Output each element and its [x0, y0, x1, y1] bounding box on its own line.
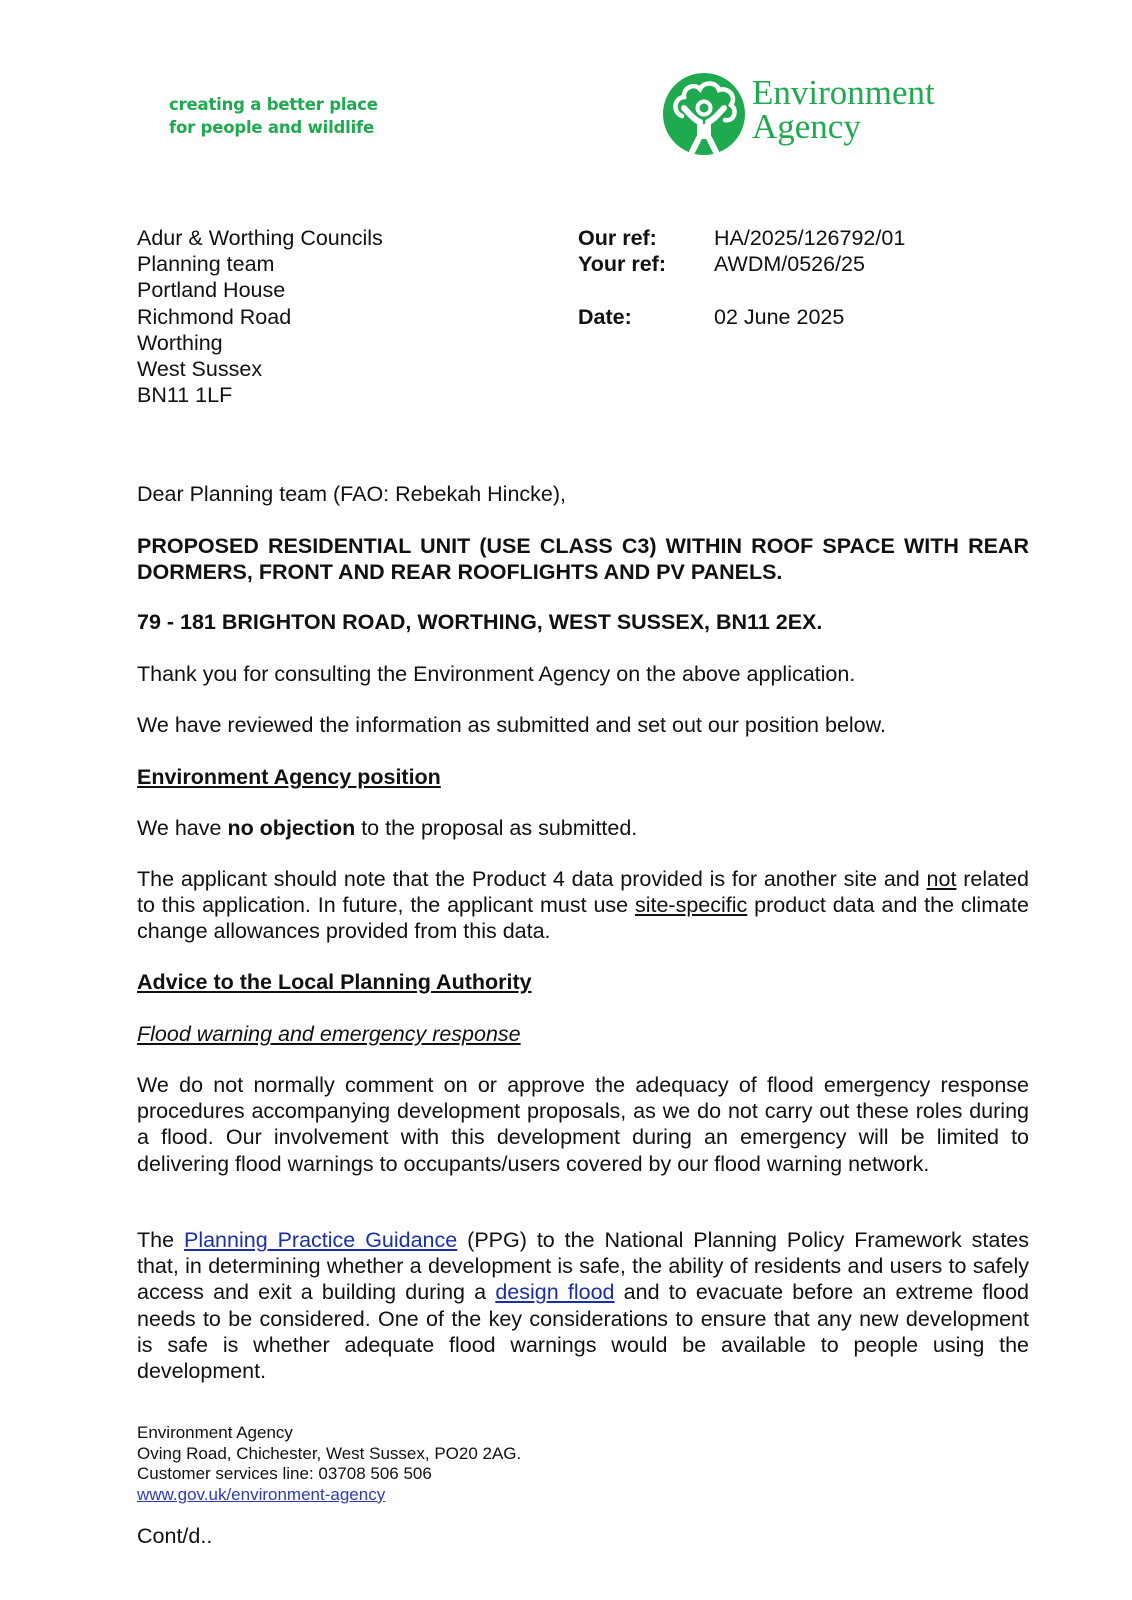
subject-heading: PROPOSED RESIDENTIAL UNIT (USE CLASS C3) WITHIN ROOF SPACE WITH REAR DORMERS, FRONT AND REAR ROOFLIGHTS AND PV PANELS. — [137, 534, 1029, 585]
footer — [137, 1423, 521, 1505]
flood-paragraph: We do not normally comment on or approve the adequacy of flood emergency response procedures accompanying development proposals, as we do not carry out these roles during a flood. Our involvement with this development during an emergency will be limited to delivering flood warnings to occupants/users covered by our flood warning network. — [137, 1073, 1029, 1176]
salutation: Dear Planning team (FAO: Rebekah Hincke), — [137, 482, 567, 506]
date-label: Date: — [578, 304, 632, 329]
footer-website-link[interactable]: www.gov.uk/environment-agency — [137, 1484, 386, 1504]
your-ref-value: AWDM/0526/25 — [714, 252, 865, 277]
ppg-pre: The — [137, 1228, 184, 1252]
ppg-paragraph — [137, 1227, 1029, 1384]
planning-practice-guidance-link[interactable]: Planning Practice Guidance — [183, 1228, 458, 1252]
tagline-line-2: for people and wildlife — [169, 118, 375, 137]
ppg-mid: (PPG) to the National Planning Policy Framework states that, in determining whether a development is safe, the ability of residents and users to safely access and exit a building during a — [137, 1228, 1029, 1305]
footer-address: Oving Road, Chichester, West Sussex, PO20 2AG. — [137, 1443, 522, 1463]
underlined-not: not — [926, 867, 957, 891]
no-objection-text: no objection — [227, 816, 356, 840]
address-line: BN11 1LF — [137, 383, 233, 408]
our-ref-row — [578, 225, 905, 251]
product-note-part3: product data and the climate change allowances provided from this data. — [137, 893, 1029, 944]
ppg-post: and to evacuate before an extreme flood needs to be considered. One of the key considerations to ensure that any new development is safe is whether adequate flood warnings would be available to people using the development. — [137, 1280, 1030, 1384]
continued-note: Cont/d.. — [137, 1524, 213, 1548]
recipient-address — [137, 225, 383, 408]
site-address: 79 - 181 BRIGHTON ROAD, WORTHING, WEST SUSSEX, BN11 2EX. — [137, 610, 823, 634]
footer-org: Environment Agency — [137, 1423, 293, 1442]
position-heading-text: Environment Agency position — [137, 765, 441, 789]
position-statement — [137, 815, 1029, 841]
our-ref-label: Our ref: — [578, 226, 657, 250]
reference-block — [578, 225, 905, 330]
advice-heading — [137, 969, 1029, 995]
underlined-site-specific: site-specific — [634, 893, 748, 918]
environment-agency-logo — [662, 72, 962, 158]
our-ref-value: HA/2025/126792/01 — [714, 226, 906, 250]
position-pre: We have — [137, 816, 228, 840]
flood-subheading-text: Flood warning and emergency response — [137, 1022, 521, 1046]
position-post: to the proposal as submitted. — [355, 816, 638, 840]
position-heading — [137, 764, 1029, 790]
product-note-paragraph — [137, 866, 1029, 945]
footer-phone: Customer services line: 03708 506 506 — [137, 1464, 432, 1483]
address-line: Planning team — [137, 252, 275, 277]
flood-subheading — [137, 1021, 1029, 1047]
design-flood-link[interactable]: design flood — [495, 1280, 615, 1305]
date-row — [578, 304, 905, 330]
your-ref-row — [578, 251, 905, 277]
intro-paragraph-1: Thank you for consulting the Environment Agency on the above application. — [137, 662, 856, 686]
address-line: Portland House — [137, 278, 286, 303]
address-line: Worthing — [137, 330, 223, 355]
your-ref-label: Your ref: — [578, 252, 666, 277]
advice-heading-text: Advice to the Local Planning Authority — [137, 970, 532, 994]
tree-person-icon — [662, 72, 746, 156]
logo-word-1: Environment — [752, 73, 935, 112]
product-note-part2: related to this application. In future, the applicant must use — [137, 867, 1029, 918]
address-line: Adur & Worthing Councils — [137, 226, 383, 250]
address-line: Richmond Road — [137, 304, 292, 329]
tagline-line-1: creating a better place — [169, 95, 378, 114]
tagline — [169, 93, 378, 139]
date-value: 02 June 2025 — [714, 304, 845, 329]
logo-word-2: Agency — [752, 107, 861, 146]
product-note-part1: The applicant should note that the Product 4 data provided is for another site and — [137, 867, 927, 891]
address-line: West Sussex — [137, 357, 263, 382]
logo-wordmark — [752, 73, 935, 146]
intro-paragraph-2: We have reviewed the information as submitted and set out our position below. — [137, 713, 886, 737]
